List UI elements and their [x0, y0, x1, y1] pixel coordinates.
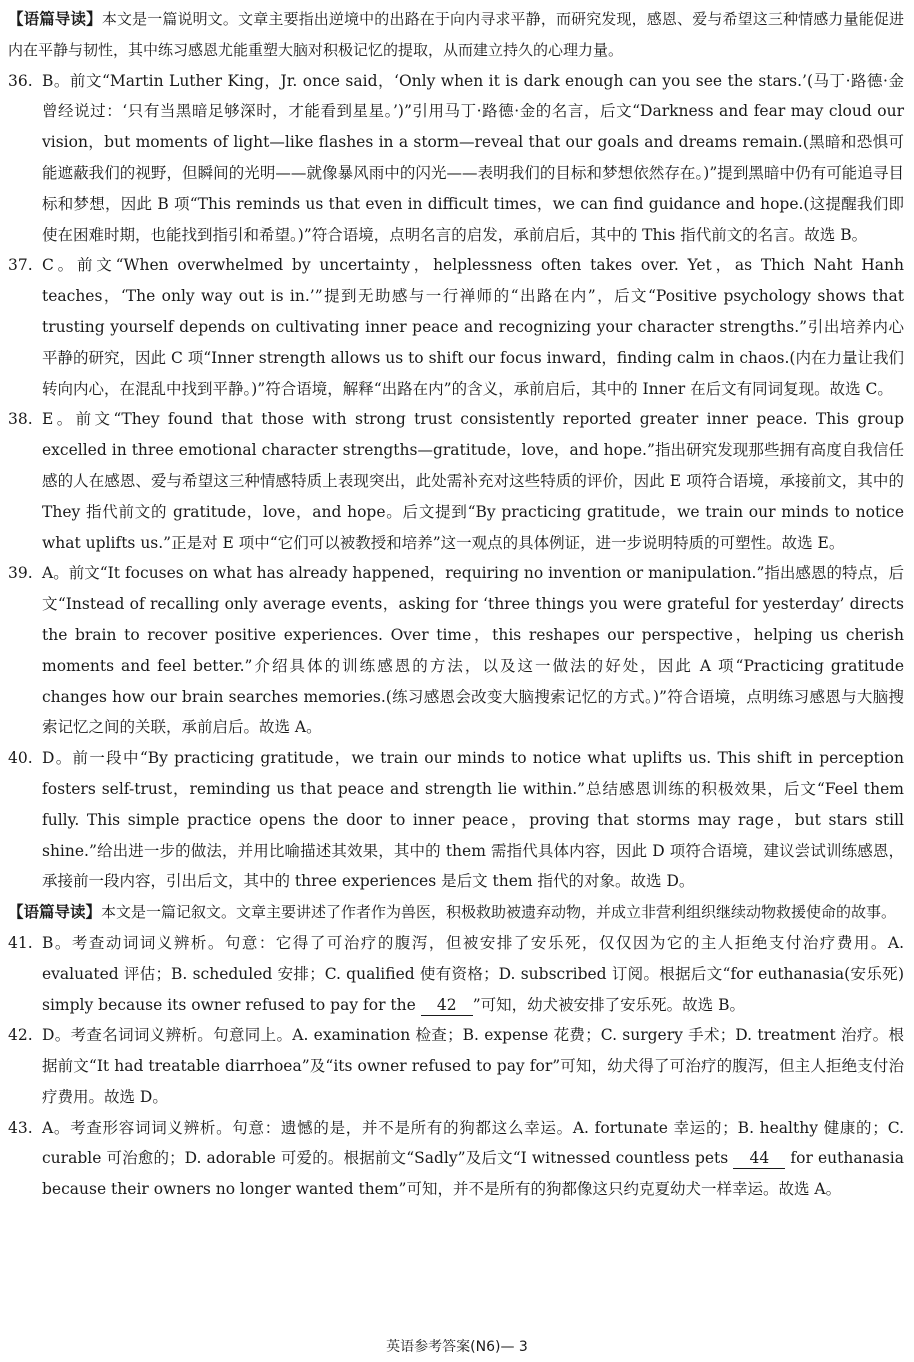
- item-text: A。前文“It focuses on what has already happened，requiring no invention or manipulation.”指出感恩的特点，后文“Instead of recalling only average events，asking for ‘three things you were grateful for yesterday’ directs the brain to recover positive experiences. Over time，this reshapes our perspective，helping us cherish moments and feel better.”介绍具体的训练感恩的方法，以及这一做法的好处，因此 A 项“Practicing gratitude changes how our brain searches memories.(练习感恩会改变大脑搜索记忆的方式。)”符合语境，点明练习感恩与大脑搜索记忆之间的关联，承前启后。故选 A。: [42, 564, 904, 737]
- answer-item-40: [8, 743, 904, 897]
- item-number: 42.: [8, 1026, 33, 1045]
- item-text: D。前一段中“By practicing gratitude，we train our minds to notice what uplifts us. This shift in perception fosters self-trust，reminding us that peace and strength lie within.”总结感恩训练的积极效果，后文“Feel them fully. This simple practice opens the door to inner peace，proving that storms may rage，but stars still shine.”给出进一步的做法，并用比喻描述其效果，其中的 them 需指代具体内容，因此 D 项符合语境，建议尝试训练感恩，承接前一段内容，引出后文，其中的 three experiences 是后文 them 指代的对象。故选 D。: [42, 749, 904, 891]
- item-number: 40.: [8, 749, 33, 768]
- item-text: E。前文“They found that those with strong trust consistently reported greater inner peace. This group excelled in three emotional character strengths—gratitude，love，and hope.”指出研究发现那些拥有高度自我信任感的人在感恩、爱与希望这三种情感特质上表现突出，此处需补充对这些特质的评价，因此 E 项符合语境，承接前文，其中的 They 指代前文的 gratitude，love，and hope。后文提到“By practicing gratitude，we train our minds to notice what uplifts us.”正是对 E 项中“它们可以被教授和培养”这一观点的具体例证，进一步说明特质的可塑性。故选 E。: [42, 410, 904, 552]
- item-number: 37.: [8, 256, 33, 275]
- reading-guide-1: [8, 4, 904, 66]
- item-text: D。考查名词词义辨析。句意同上。A. examination 检查；B. expense 花费；C. surgery 手术；D. treatment 治疗。根据前文“It had treatable diarrhoea”及“its owner refused to pay for”可知，幼犬得了可治疗的腹泻，但主人拒绝支付治疗费用。故选 D。: [42, 1026, 904, 1106]
- item-number: 41.: [8, 933, 33, 952]
- page-footer: 英语参考答案(N6)— 3: [386, 1339, 528, 1355]
- answer-item-38: [8, 404, 904, 558]
- guide-text: 本文是一篇说明文。文章主要指出逆境中的出路在于向内寻求平静，而研究发现，感恩、爱与希望这三种情感力量能促进内在平静与韧性，其中练习感恩尤能重塑大脑对积极记忆的提取，从而建立持久的心理力量。: [8, 10, 904, 59]
- item-text-after: ”可知，幼犬被安排了安乐死。故选 B。: [472, 995, 745, 1014]
- answer-item-43: [8, 1113, 904, 1205]
- guide-text: 本文是一篇记叙文。文章主要讲述了作者作为兽医，积极救助被遗弃动物，并成立非营利组织继续动物救援使命的故事。: [101, 903, 897, 922]
- answer-item-39: [8, 558, 904, 743]
- item-number: 38.: [8, 410, 33, 429]
- item-number: 36.: [8, 71, 33, 90]
- item-text: B。前文“Martin Luther King，Jr. once said，‘Only when it is dark enough can you see the stars.’(马丁·路德·金曾经说过：‘只有当黑暗足够深时，才能看到星星。’)”引用马丁·路德·金的名言，后文“Darkness and fear may cloud our vision，but moments of light—like flashes in a storm—reveal that our goals and dreams remain.(黑暗和恐惧可能遮蔽我们的视野，但瞬间的光明——就像暴风雨中的闪光——表明我们的目标和梦想依然存在。)”提到黑暗中仍有可能追寻目标和梦想，因此 B 项“This reminds us that even in difficult times，we can find guidance and hope.(这提醒我们即使在困难时期，也能找到指引和希望。)”符合语境，点明名言的启发，承前启后，其中的 This 指代前文的名言。故选 B。: [42, 71, 904, 244]
- item-text-before: B。考查动词词义辨析。句意：它得了可治疗的腹泻，但被安排了安乐死，仅仅因为它的主人拒绝支付治疗费用。A. evaluated 评估；B. scheduled 安排；C. qualified 使有资格；D. subscribed 订阅。根据后文“for euthanasia(安乐死) simply because its owner refused to pay for the: [42, 933, 904, 1014]
- reading-guide-2: [8, 897, 904, 928]
- item-text-before: A。考查形容词词义辨析。句意：遗憾的是，并不是所有的狗都这么幸运。A. fortunate 幸运的；B. healthy 健康的；C. curable 可治愈的；D. adorable 可爱的。根据前文“Sadly”及后文“I witnessed countless pets: [42, 1118, 904, 1168]
- item-number: 43.: [8, 1118, 33, 1137]
- guide-tag: 【语篇导读】: [8, 10, 102, 28]
- guide-tag: 【语篇导读】: [8, 903, 102, 922]
- answer-item-37: [8, 250, 904, 404]
- fill-blank: 42: [421, 995, 473, 1016]
- item-text-after: for euthanasia because their owners no longer wanted them”可知，并不是所有的狗都像这只约克夏幼犬一样幸运。故选 A。: [42, 1149, 904, 1199]
- item-number: 39.: [8, 564, 33, 583]
- fill-blank: 44: [733, 1148, 785, 1169]
- answer-page: [8, 4, 904, 1205]
- item-text: C。前文“When overwhelmed by uncertainty，helplessness often takes over. Yet，as Thich Naht Hanh teaches，‘The only way out is in.’”提到无助感与一行禅师的“出路在内”，后文“Positive psychology shows that trusting yourself depends on cultivating inner peace and recognizing your character strengths.”引出培养内心平静的研究，因此 C 项“Inner strength allows us to shift our focus inward，finding calm in chaos.(内在力量让我们转向内心，在混乱中找到平静。)”符合语境，解释“出路在内”的含义，承前启后，其中的 Inner 在后文有同词复现。故选 C。: [42, 256, 904, 398]
- answer-item-36: [8, 66, 904, 251]
- answer-item-41: [8, 928, 904, 1020]
- answer-item-42: [8, 1020, 904, 1112]
